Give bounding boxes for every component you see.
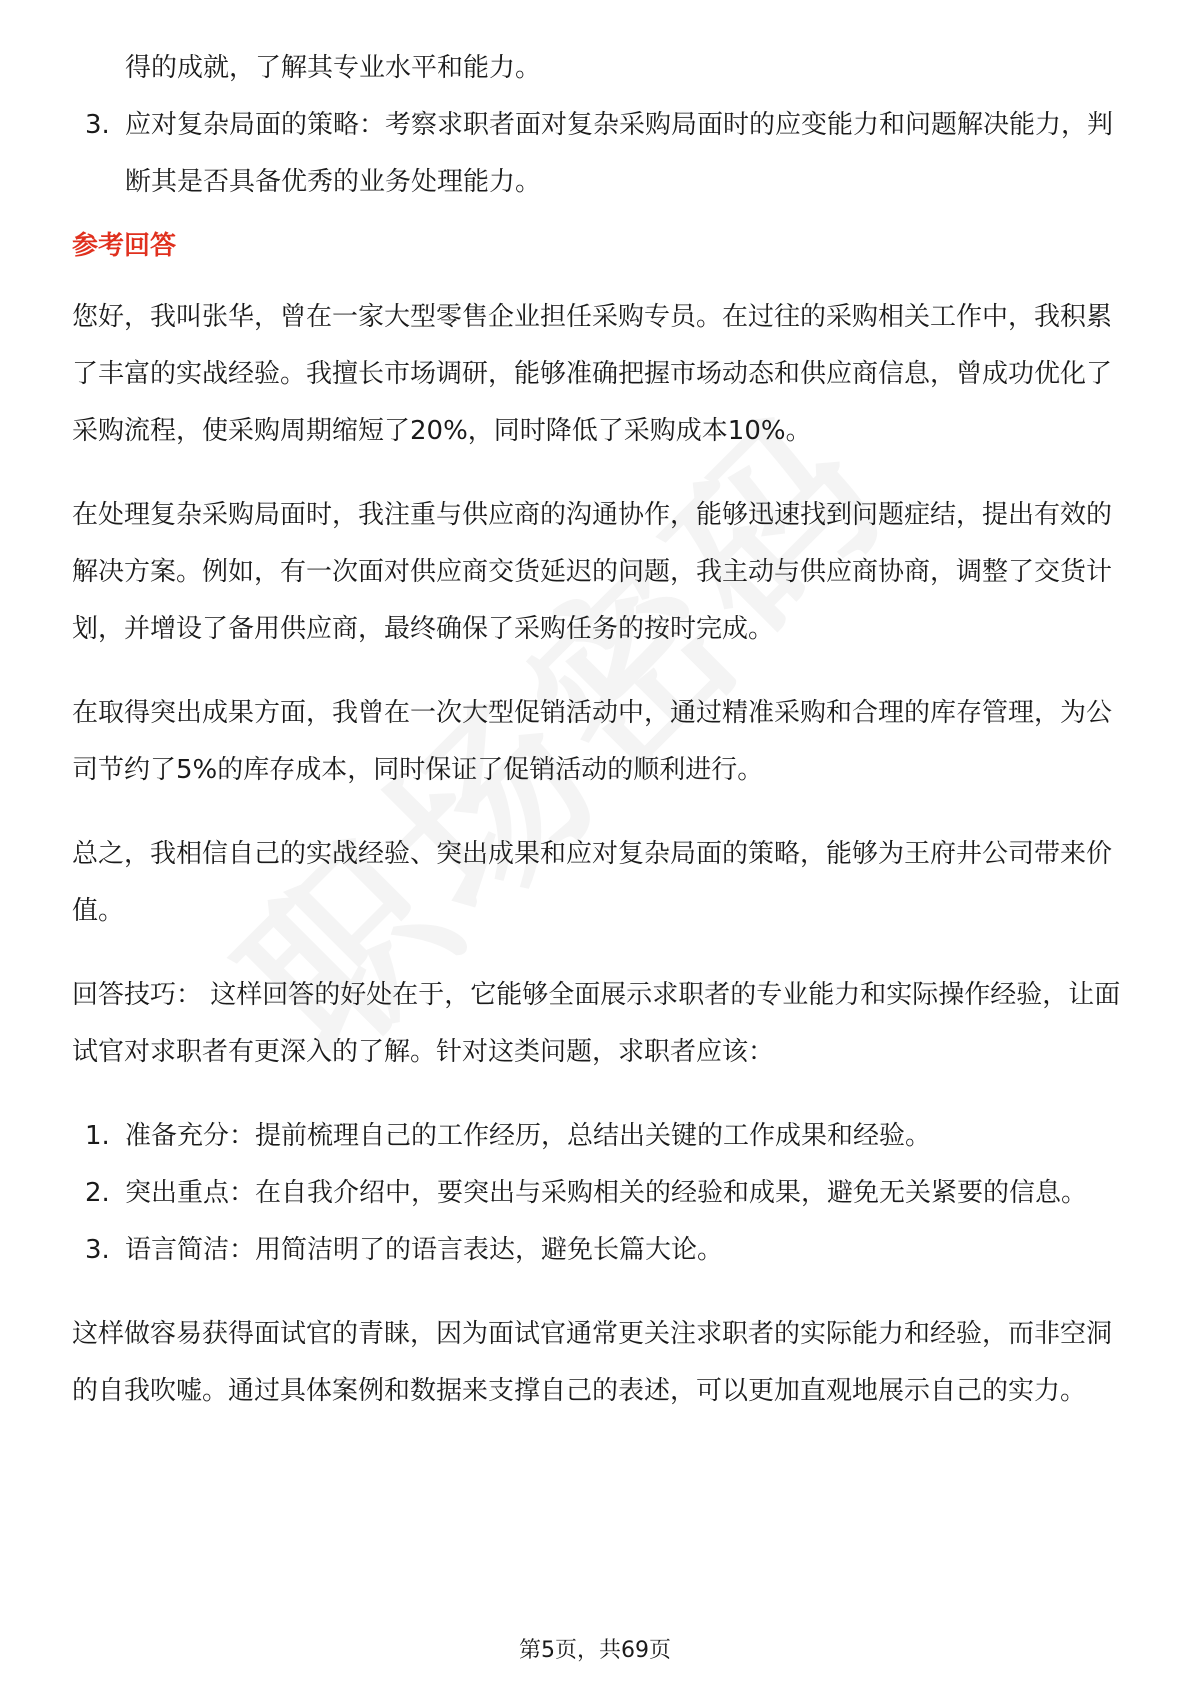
tips-paragraph: 回答技巧： 这样回答的好处在于，它能够全面展示求职者的专业能力和实际操作经验，让面试官对求职者有更深入的了解。针对这类问题，求职者应该： [72, 980, 1121, 1067]
list-item-text: 得的成就，了解其专业水平和能力。 [125, 53, 542, 83]
tips-list [72, 1108, 1132, 1279]
list-item [72, 1165, 1132, 1222]
list-item-text: 语言简洁：用简洁明了的语言表达，避免长篇大论。 [125, 1235, 724, 1265]
list-item [72, 1108, 1132, 1165]
closing-paragraph: 这样做容易获得面试官的青睐，因为面试官通常更关注求职者的实际能力和经验，而非空洞的自我吹嘘。通过具体案例和数据来支撑自己的表述，可以更加直观地展示自己的实力。 [72, 1319, 1113, 1406]
answer-paragraph: 总之，我相信自己的实战经验、突出成果和应对复杂局面的策略，能够为王府井公司带来价值。 [72, 839, 1113, 926]
list-item-number: 2. [85, 1178, 110, 1208]
page-number: 第5页，共69页 [519, 1638, 671, 1663]
list-item-text: 应对复杂局面的策略：考察求职者面对复杂采购局面时的应变能力和问题解决能力，判断其是否具备优秀的业务处理能力。 [125, 110, 1114, 197]
page-content [72, 40, 1132, 1420]
list-item-number: 3. [85, 1235, 110, 1265]
answer-paragraph: 在处理复杂采购局面时，我注重与供应商的沟通协作，能够迅速找到问题症结，提出有效的解决方案。例如，有一次面对供应商交货延迟的问题，我主动与供应商协商，调整了交货计划，并增设了备用供应商，最终确保了采购任务的按时完成。 [72, 500, 1113, 644]
answer-paragraph: 您好，我叫张华，曾在一家大型零售企业担任采购专员。在过往的采购相关工作中，我积累了丰富的实战经验。我擅长市场调研，能够准确把握市场动态和供应商信息，曾成功优化了采购流程，使采购周期缩短了20%，同时降低了采购成本10%。 [72, 302, 1113, 446]
list-item-text: 突出重点：在自我介绍中，要突出与采购相关的经验和成果，避免无关紧要的信息。 [125, 1178, 1088, 1208]
list-item-text: 准备充分：提前梳理自己的工作经历，总结出关键的工作成果和经验。 [125, 1121, 932, 1151]
answer-heading: 参考回答 [72, 231, 177, 261]
answer-paragraph: 在取得突出成果方面，我曾在一次大型促销活动中，通过精准采购和合理的库存管理，为公司节约了5%的库存成本，同时保证了促销活动的顺利进行。 [72, 698, 1113, 785]
list-item-number: 1. [85, 1121, 110, 1151]
list-item [72, 97, 1132, 211]
continued-list-item [72, 40, 1132, 97]
list-item-number: 3. [85, 110, 110, 140]
list-item [72, 1222, 1132, 1279]
